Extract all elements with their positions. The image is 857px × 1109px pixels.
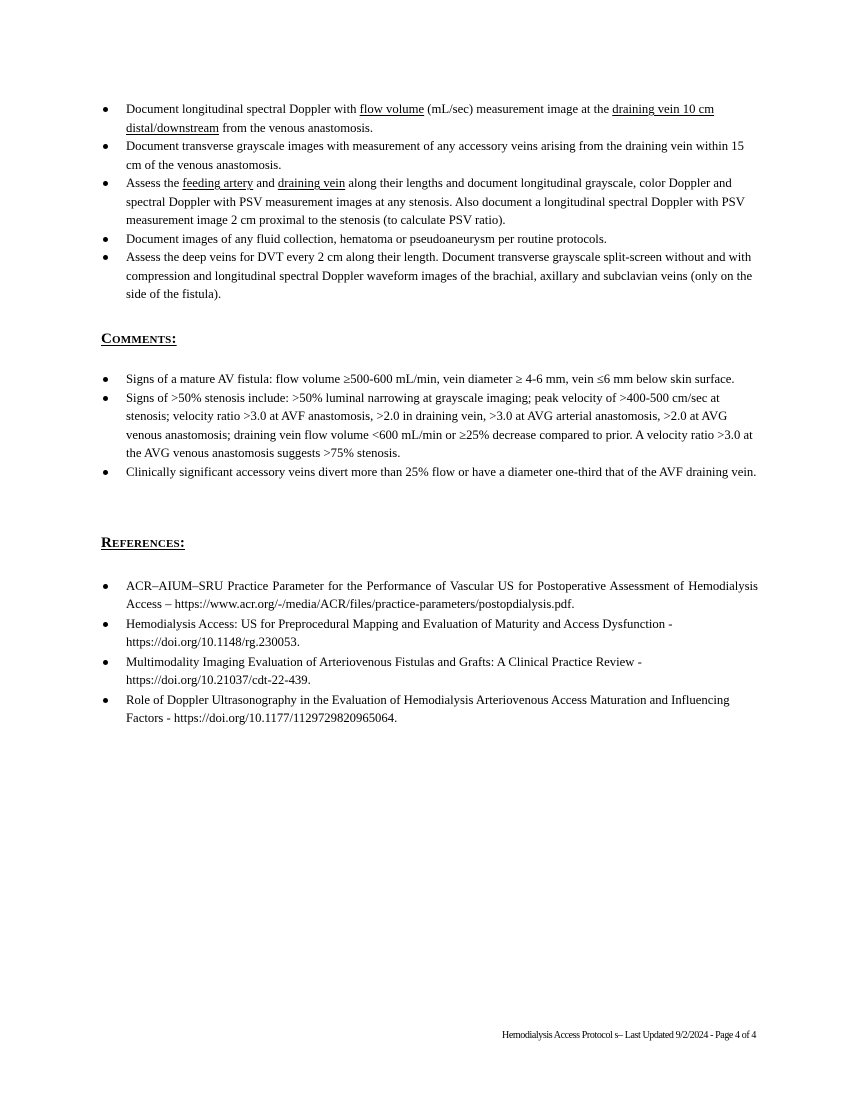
underlined-term: draining vein [277, 176, 346, 190]
list-item-text [126, 691, 758, 727]
list-item [101, 370, 758, 389]
bullet-icon [103, 255, 108, 260]
list-item [101, 137, 758, 174]
comments-heading: Comments: [101, 331, 177, 347]
text-run: Document images of any fluid collection, hematoma or pseudoaneurysm per routine protocols. [126, 231, 607, 246]
bullet-icon [103, 698, 108, 703]
bullet-icon [103, 396, 108, 401]
bullet-icon [103, 144, 108, 149]
underlined-term: feeding artery [182, 176, 254, 190]
text-run: Signs of >50% stenosis include: >50% luminal narrowing at grayscale imaging; peak velocity of >400-500 cm/sec at stenosis; velocity ratio >3.0 at AVF anastomosis, >2.0 in draining vein, >3.0 at AVG arterial anastomosis, >2.0 at AVG venous anastomosis; draining vein flow volume <600 mL/min or ≥25% decrease compared to prior. A velocity ratio >3.0 at the AVG venous anastomosis suggests >75% stenosis. [126, 390, 753, 460]
text-run: from the venous anastomosis. [219, 120, 374, 135]
text-run: Document transverse grayscale images with measurement of any accessory veins arising from the draining vein within 15 cm of the venous anastomosis. [126, 139, 744, 172]
bullet-icon [103, 237, 108, 242]
text-run: Signs of a mature AV fistula: flow volume ≥500-600 mL/min, vein diameter ≥ 4-6 mm, vein ≤6 mm below skin surface. [126, 372, 735, 386]
protocol-steps-list [101, 100, 758, 304]
list-item-text [126, 100, 758, 137]
text-run: Assess the [126, 176, 183, 190]
list-item [101, 389, 758, 463]
list-item-text [126, 389, 758, 463]
text-run: along their lengths and document longitudinal grayscale, color Doppler and spectral Doppler with PSV measurement images at any stenosis. Also document a longitudinal spectral Doppler with PSV measurement image 2 cm proximal to the stenosis (to calculate PSV ratio). [126, 176, 745, 227]
text-run: ACR–AIUM–SRU Practice Parameter for the Performance of Vascular US for Postoperative Assessment of Hemodialysis Access – https://www.acr.org/-/media/ACR/files/practice-parameters/postopdialysis.pdf. [126, 579, 758, 611]
list-item [101, 230, 758, 249]
page-footer: Hemodialysis Access Protocol s– Last Updated 9/2/2024 - Page 4 of 4 [502, 1030, 756, 1041]
comments-list [101, 370, 758, 481]
text-run: and [253, 176, 278, 190]
list-item [101, 577, 758, 613]
bullet-icon [103, 622, 108, 627]
list-item-text [126, 577, 758, 613]
list-item-text [126, 615, 758, 651]
bullet-icon [103, 470, 108, 475]
list-item [101, 653, 758, 689]
list-item [101, 615, 758, 651]
text-run: Role of Doppler Ultrasonography in the Evaluation of Hemodialysis Arteriovenous Access Maturation and Influencing Factors - https://doi.org/10.1177/1129729820965064. [126, 693, 730, 725]
underlined-term: draining vein 10 cm distal/downstream [126, 102, 715, 135]
list-item-text [126, 463, 758, 482]
text-run: (mL/sec) measurement image at the [424, 102, 613, 116]
list-item-text [126, 248, 758, 304]
list-item-text [126, 230, 758, 249]
text-run: Hemodialysis Access: US for Preprocedural Mapping and Evaluation of Maturity and Access Dysfunction - https://doi.org/10.1148/rg.230053. [126, 617, 673, 649]
list-item-text [126, 174, 758, 230]
bullet-icon [103, 660, 108, 665]
bullet-icon [103, 107, 108, 112]
list-item-text [126, 137, 758, 174]
list-item-text [126, 653, 758, 689]
list-item [101, 100, 758, 137]
list-item [101, 248, 758, 304]
list-item-text [126, 370, 758, 389]
underlined-term: flow volume [359, 102, 425, 116]
text-run: Document longitudinal spectral Doppler with [126, 102, 360, 116]
references-list [101, 577, 758, 729]
bullet-icon [103, 377, 108, 382]
list-item [101, 463, 758, 482]
bullet-icon [103, 584, 108, 589]
list-item [101, 174, 758, 230]
text-run: Clinically significant accessory veins divert more than 25% flow or have a diameter one-third that of the AVF draining vein. [126, 464, 757, 479]
references-heading: References: [101, 535, 186, 551]
bullet-icon [103, 181, 108, 186]
text-run: Assess the deep veins for DVT every 2 cm along their length. Document transverse grayscale split-screen without and with compression and longitudinal spectral Doppler waveform images of the brachial, axillary and subclavian veins (only on the side of the fistula). [126, 250, 753, 301]
text-run: Multimodality Imaging Evaluation of Arteriovenous Fistulas and Grafts: A Clinical Practice Review - https://doi.org/10.21037/cdt-22-439. [126, 655, 642, 687]
list-item [101, 691, 758, 727]
